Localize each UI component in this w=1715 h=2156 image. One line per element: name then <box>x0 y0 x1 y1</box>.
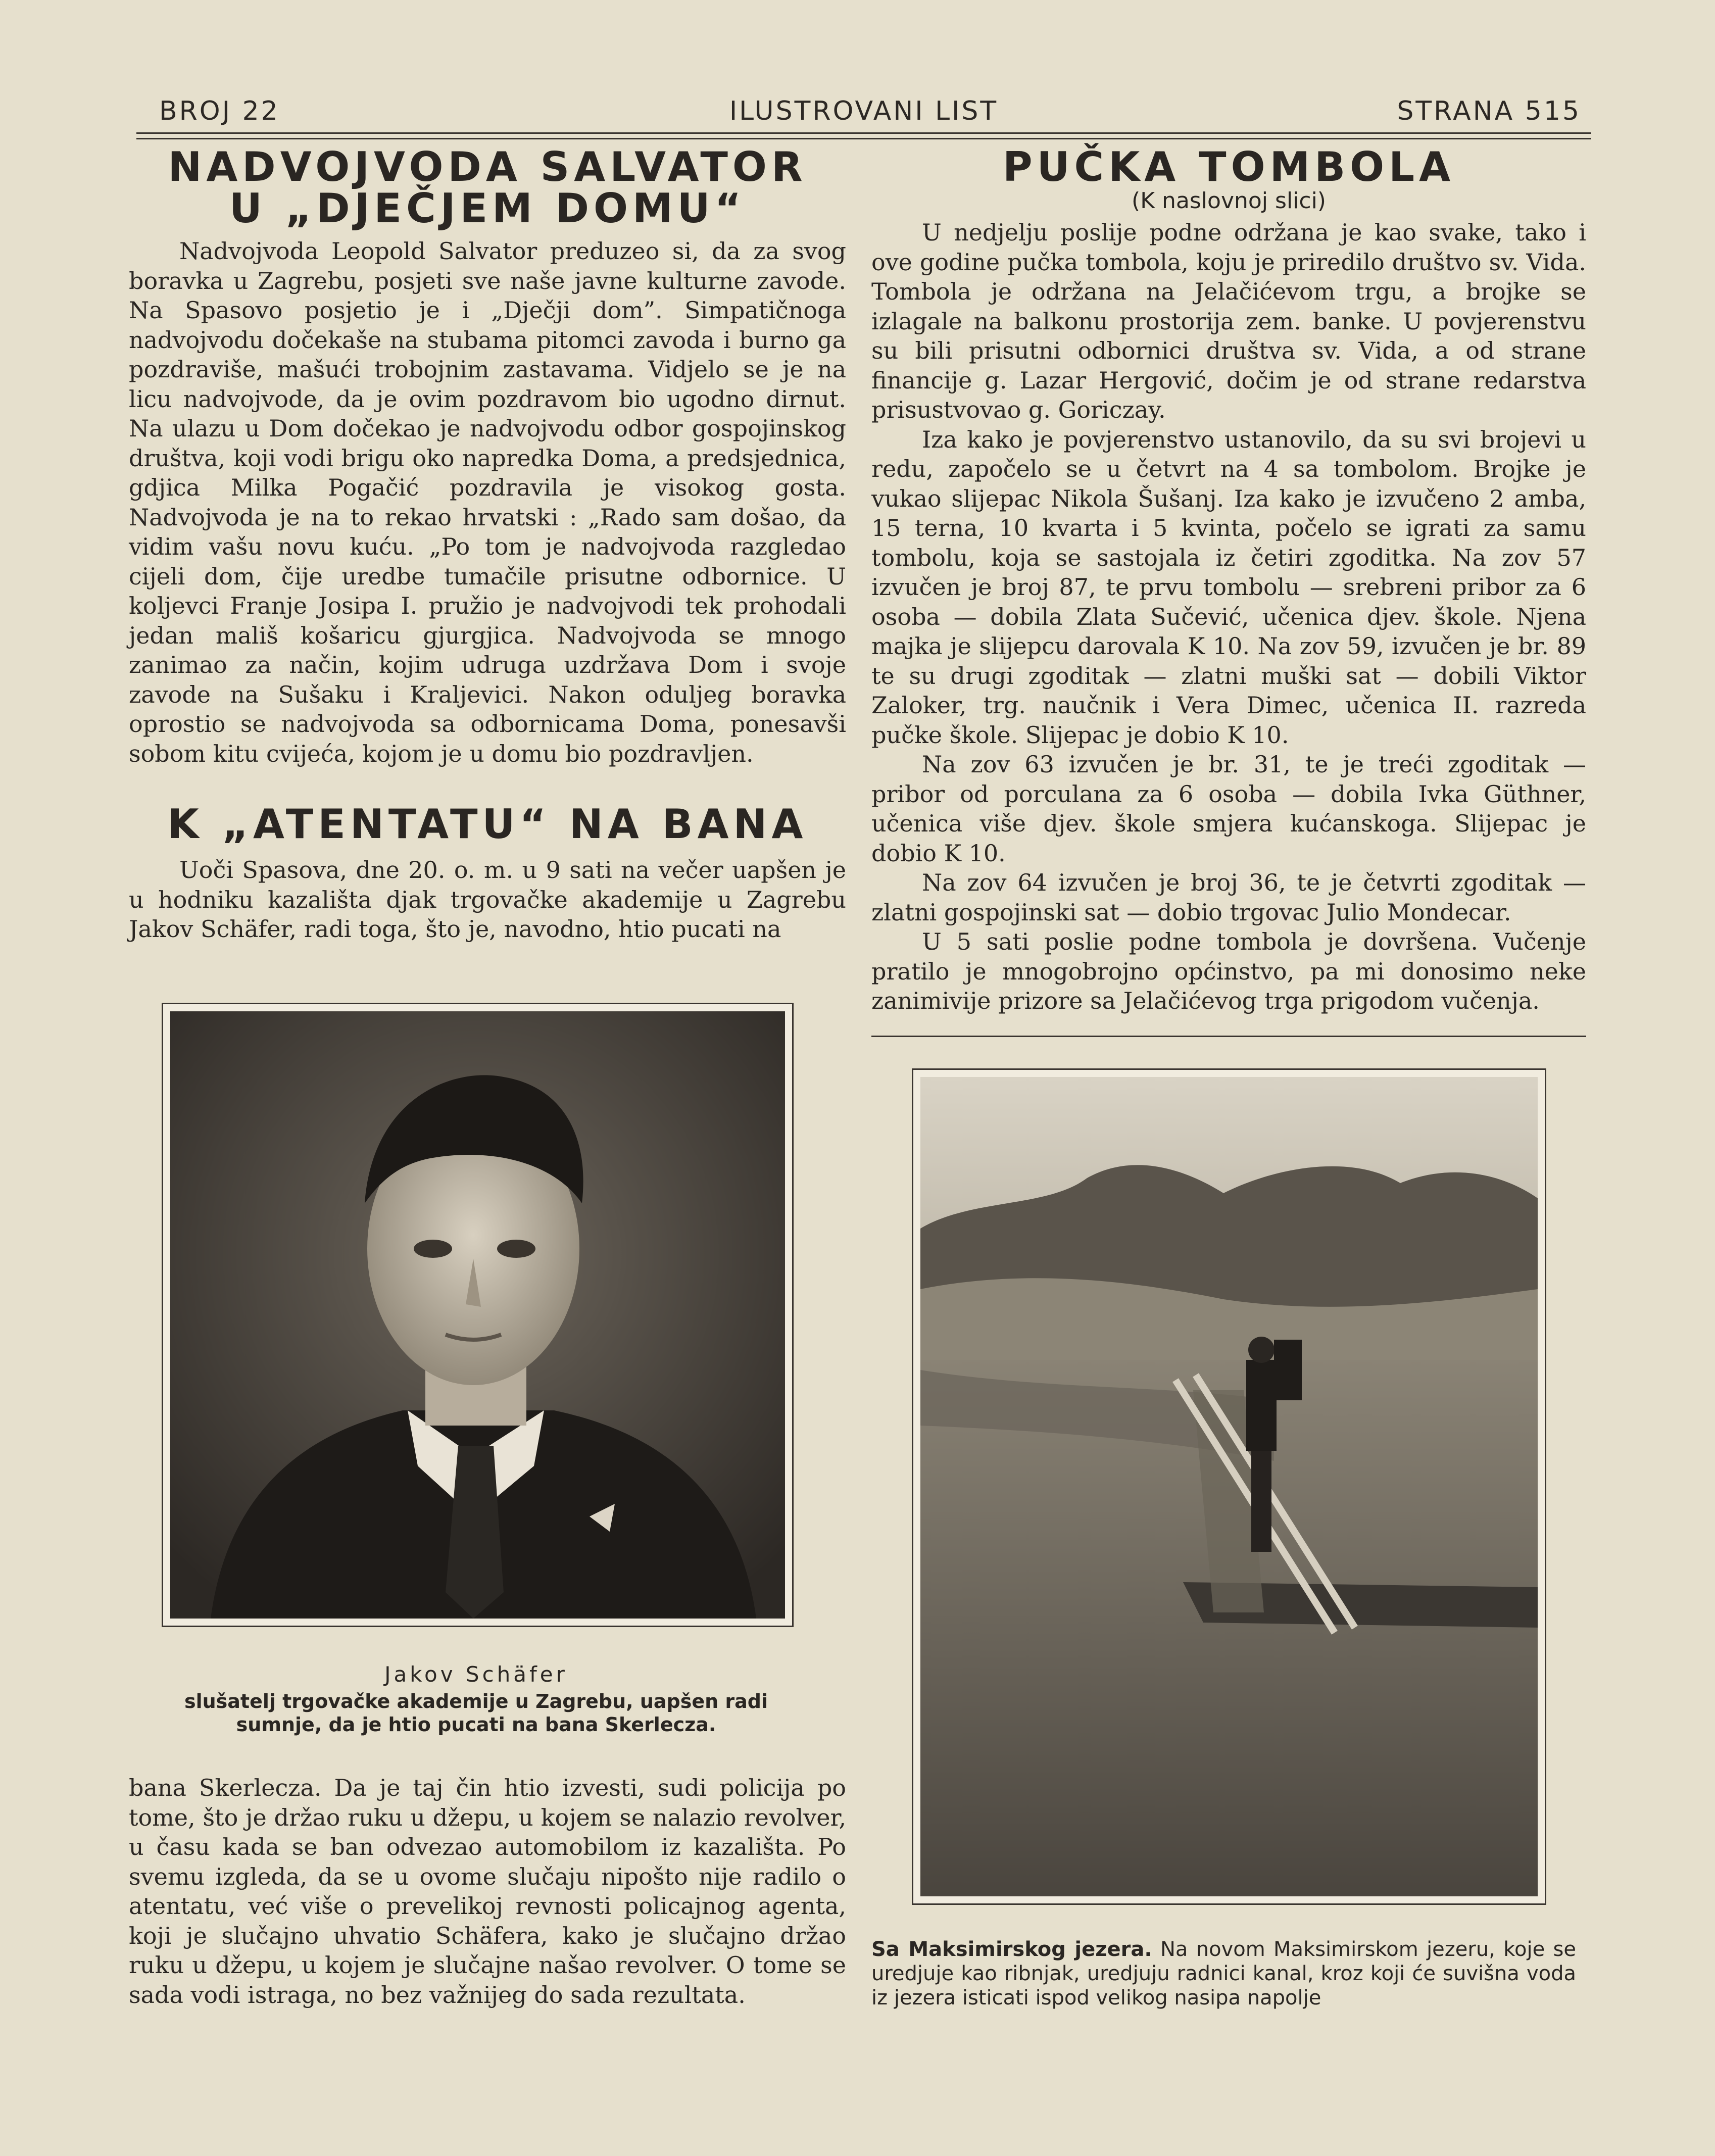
right-column-rule <box>871 1036 1586 1037</box>
publication-title: ILUSTROVANI LIST <box>729 96 999 126</box>
article-tombola-para-5: U 5 sati poslie podne tombola je dovršena. Vučenje pratilo je mnogobrojno općinstvo, pa mi donosimo neke zanimivije prizore sa Jelačićevog trga prigodom vučenja. <box>871 928 1586 1014</box>
article-atentat-body-2: bana Skerlecza. Da je taj čin htio izvesti, sudi policija po tome, što je držao ruku u džepu, u kojem se nalazio revolver, u času kada se ban odvezao automobilom iz kazališta. Po svemu izgleda, da se u ovome slučaju nipošto nije radilo o atentatu, već više o prevelikoj revnosti policajnog agenta, koji je slučajno uhvatio Schäfera, kako je slučajno držao ruku u džepu, u kojem je slučajne našao revolver. O tome se sada vodi istraga, no bez važnijeg do sada rezultata. <box>129 1774 846 2008</box>
page-header <box>136 96 1591 136</box>
article-atentat-headline: K „ATENTATU“ NA BANA <box>167 801 808 848</box>
portrait-caption-name: Jakov Schäfer <box>384 1662 568 1687</box>
lake-caption-title: Sa Maksimirskog jezera. <box>871 1938 1152 1961</box>
lake-photo <box>912 1068 1546 1905</box>
right-column <box>871 143 1586 1016</box>
issue-number: BROJ 22 <box>159 96 280 126</box>
portrait-image <box>170 1011 785 1619</box>
article-tombola-para-1: U nedjelju poslije podne održana je kao svake, tako i ove godine pučka tombola, koju je priredilo društvo sv. Vida. Tombola je održana na Jelačićevom trgu, a brojke se izlagale na balkonu prostorija zem. banke. U povjerenstvu su bili prisutni odbornici društva sv. Vida, a od strane financije g. Lazar Hergović, dočim je od strane redarstva prisustvovao g. Goriczay. <box>871 219 1586 423</box>
article-tombola-para-2: Iza kako je povjerenstvo ustanovilo, da su svi brojevi u redu, započelo se u četvrt na 4 sa tombolom. Brojke je vukao slijepac Nikola Šušanj. Iza kako je izvučeno 2 amba, 15 terna, 10 kvarta i 5 kvinta, počelo se igrati za samu tombolu, koja se sastojala iz četiri zgoditka. Na zov 57 izvučen je broj 87, te prvu tombolu — srebreni pribor za 6 osoba — dobila Zlata Sučević, učenica djev. škole. Njena majka je slijepcu darovala K 10. Na zov 59, izvučen je br. 89 te su drugi zgoditak — zlatni muški sat — dobili Viktor Zaloker, trg. naučnik i Vera Dimec, učenica II. razreda pučke škole. Slijepac je dobio K 10. <box>871 425 1586 749</box>
article-atentat-continuation <box>129 1773 846 2010</box>
lake-caption-text: Na novom Maksimirskom jezeru, koje se uredjuje kao ribnjak, uredjuju radnici kanal, kroz koji će suvišna voda iz jezera isticati ispod velikog nasipa napolje <box>871 1938 1576 2010</box>
article-salvator-headline-2: U „DJEČJEM DOMU“ <box>229 185 746 232</box>
article-tombola-para-3: Na zov 63 izvučen je br. 31, te je treći zgoditak — pribor od porculana za 6 osoba — dobila Ivka Güthner, učenica više djev. škole smjera kućanskoga. Slijepac je dobio K 10. <box>871 751 1586 867</box>
portrait-caption-text: slušatelj trgovačke akademije u Zagrebu, uapšen radi sumnje, da je htio pucati na bana Skerlecza. <box>184 1690 768 1736</box>
lake-caption <box>871 1937 1576 2010</box>
article-tombola-subhead: (K naslovnoj slici) <box>1132 188 1326 214</box>
portrait-photo <box>162 1003 794 1627</box>
left-column <box>129 143 846 944</box>
page-number: STRANA 515 <box>1397 96 1581 126</box>
article-atentat-body-1: Uoči Spasova, dne 20. o. m. u 9 sati na večer uapšen je u hodniku kazališta djak trgovačke akademije u Zagrebu Jakov Schäfer, radi toga, što je, navodno, htio pucati na <box>129 856 846 943</box>
article-salvator-headline-1: NADVOJVODA SALVATOR <box>168 143 807 190</box>
lake-image <box>920 1077 1538 1896</box>
article-tombola-headline: PUČKA TOMBOLA <box>1002 143 1455 190</box>
header-rule <box>136 132 1591 139</box>
article-salvator-body: Nadvojvoda Leopold Salvator preduzeo si, da za svog boravka u Zagrebu, posjeti sve naše javne kulturne zavode. Na Spasovo posjetio je i „Dječji dom”. Simpatičnoga nadvojvodu dočekaše na stubama pitomci zavoda i burno ga pozdraviše, mašući trobojnim zastavama. Vidjelo se je na licu nadvojvode, da je ovim pozdravom bio ugodno dirnut. Na ulazu u Dom dočekao je nadvojvodu odbor gospojinskog društva, koji vodi brigu oko napredka Doma, a predsjednica, gdjica Milka Pogačić pozdravila je visokog gosta. Nadvojvoda je na to rekao hrvatski : „Rado sam došao, da vidim vašu novu kuću. „Po tom je nadvojvoda razgledao cijeli dom, čije uredbe tumačile prisutne odbornice. U koljevci Franje Josipa I. pružio je nadvojvodi tek prohodali jedan mališ košaricu gjurgjica. Nadvojvoda se mnogo zanimao za način, kojim udruga uzdržava Dom i svoje zavode na Sušaku i Kraljevici. Nakon oduljeg boravka oprostio se nadvojvoda sa odbornicama Doma, ponesavši sobom kitu cvijeća, kojom je u domu bio pozdravljen. <box>129 237 846 767</box>
article-tombola-para-4: Na zov 64 izvučen je broj 36, te je četvrti zgoditak — zlatni gospojinski sat — dobio trgovac Julio Mondecar. <box>871 869 1586 926</box>
